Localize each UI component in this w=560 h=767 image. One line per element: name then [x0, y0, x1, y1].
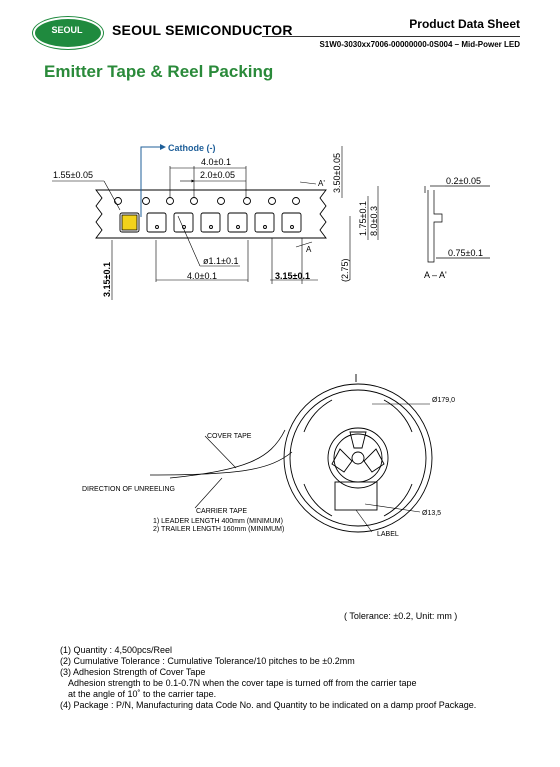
- notes-list: [60, 645, 530, 711]
- led-component: [122, 215, 137, 230]
- brand-name: SEOUL SEMICONDUCTOR: [112, 22, 293, 38]
- trailer-length: 2) TRAILER LENGTH 160mm (MINIMUM): [153, 526, 285, 533]
- dim-8-0: 8.0±0.3: [369, 206, 379, 236]
- cover-tape-label: COVER TAPE: [207, 433, 252, 440]
- dim-pocket-height: 3.15±0.1: [102, 262, 112, 297]
- dim-1-75: 1.75±0.1: [358, 201, 368, 236]
- hub-diameter: Ø13,5: [422, 510, 442, 517]
- tolerance-note: ( Tolerance: ±0.2, Unit: mm ): [344, 611, 458, 621]
- hub-hole: [352, 452, 364, 464]
- dim-3-50: 3.50±0.05: [332, 153, 342, 193]
- dim-half-pitch: 2.0±0.05: [200, 170, 235, 180]
- part-number: S1W0-3030xx7006-00000000-0S004 – Mid-Power LED: [319, 40, 520, 49]
- reel: [284, 374, 432, 532]
- reel-diameter: Ø179,0: [432, 397, 455, 404]
- dim-section-0-2: 0.2±0.05: [446, 176, 481, 186]
- label-callout: LABEL: [377, 531, 399, 538]
- section-marker-a-prime: A': [318, 179, 325, 188]
- cathode-label: Cathode (-): [168, 143, 216, 153]
- dim-pitch-top: 4.0±0.1: [201, 157, 231, 167]
- note-cumulative-tolerance: (2) Cumulative Tolerance : Cumulative Tolerance/10 pitches to be ±0.2mm: [60, 656, 355, 666]
- section-marker-a: A: [306, 245, 312, 254]
- dim-hole-dia: ø1.1±0.1: [203, 256, 239, 266]
- note-quantity: (1) Quantity : 4,500pcs/Reel: [60, 645, 173, 655]
- section-title: Emitter Tape & Reel Packing: [44, 62, 274, 81]
- dim-pitch-bottom: 4.0±0.1: [187, 271, 217, 281]
- carrier-tape-strip: [96, 190, 326, 238]
- dim-edge: 1.55±0.05: [53, 170, 93, 180]
- section-label: A – A': [424, 270, 447, 280]
- reel-label-box: [335, 482, 377, 510]
- note-package: (4) Package : P/N, Manufacturing data Code No. and Quantity to be indicated on a damp proof Package.: [60, 700, 477, 710]
- dim-section-0-75: 0.75±0.1: [448, 248, 483, 258]
- logo-text: SEOUL: [51, 25, 83, 35]
- note-adhesion-detail-2: at the angle of 10˚ to the carrier tape.: [68, 689, 217, 699]
- carrier-tape-label: CARRIER TAPE: [196, 508, 248, 515]
- leader-length: 1) LEADER LENGTH 400mm (MINIMUM): [153, 518, 283, 525]
- note-adhesion-detail-1: Adhesion strength to be 0.1-0.7N when the cover tape is turned off from the carrier tape: [68, 678, 417, 688]
- note-adhesion-title: (3) Adhesion Strength of Cover Tape: [60, 667, 206, 677]
- dim-pocket-width: 3.15±0.1: [275, 271, 310, 281]
- direction-label: DIRECTION OF UNREELING: [82, 486, 175, 493]
- document-title: Product Data Sheet: [409, 17, 520, 31]
- dim-2-75: (2.75): [340, 258, 350, 282]
